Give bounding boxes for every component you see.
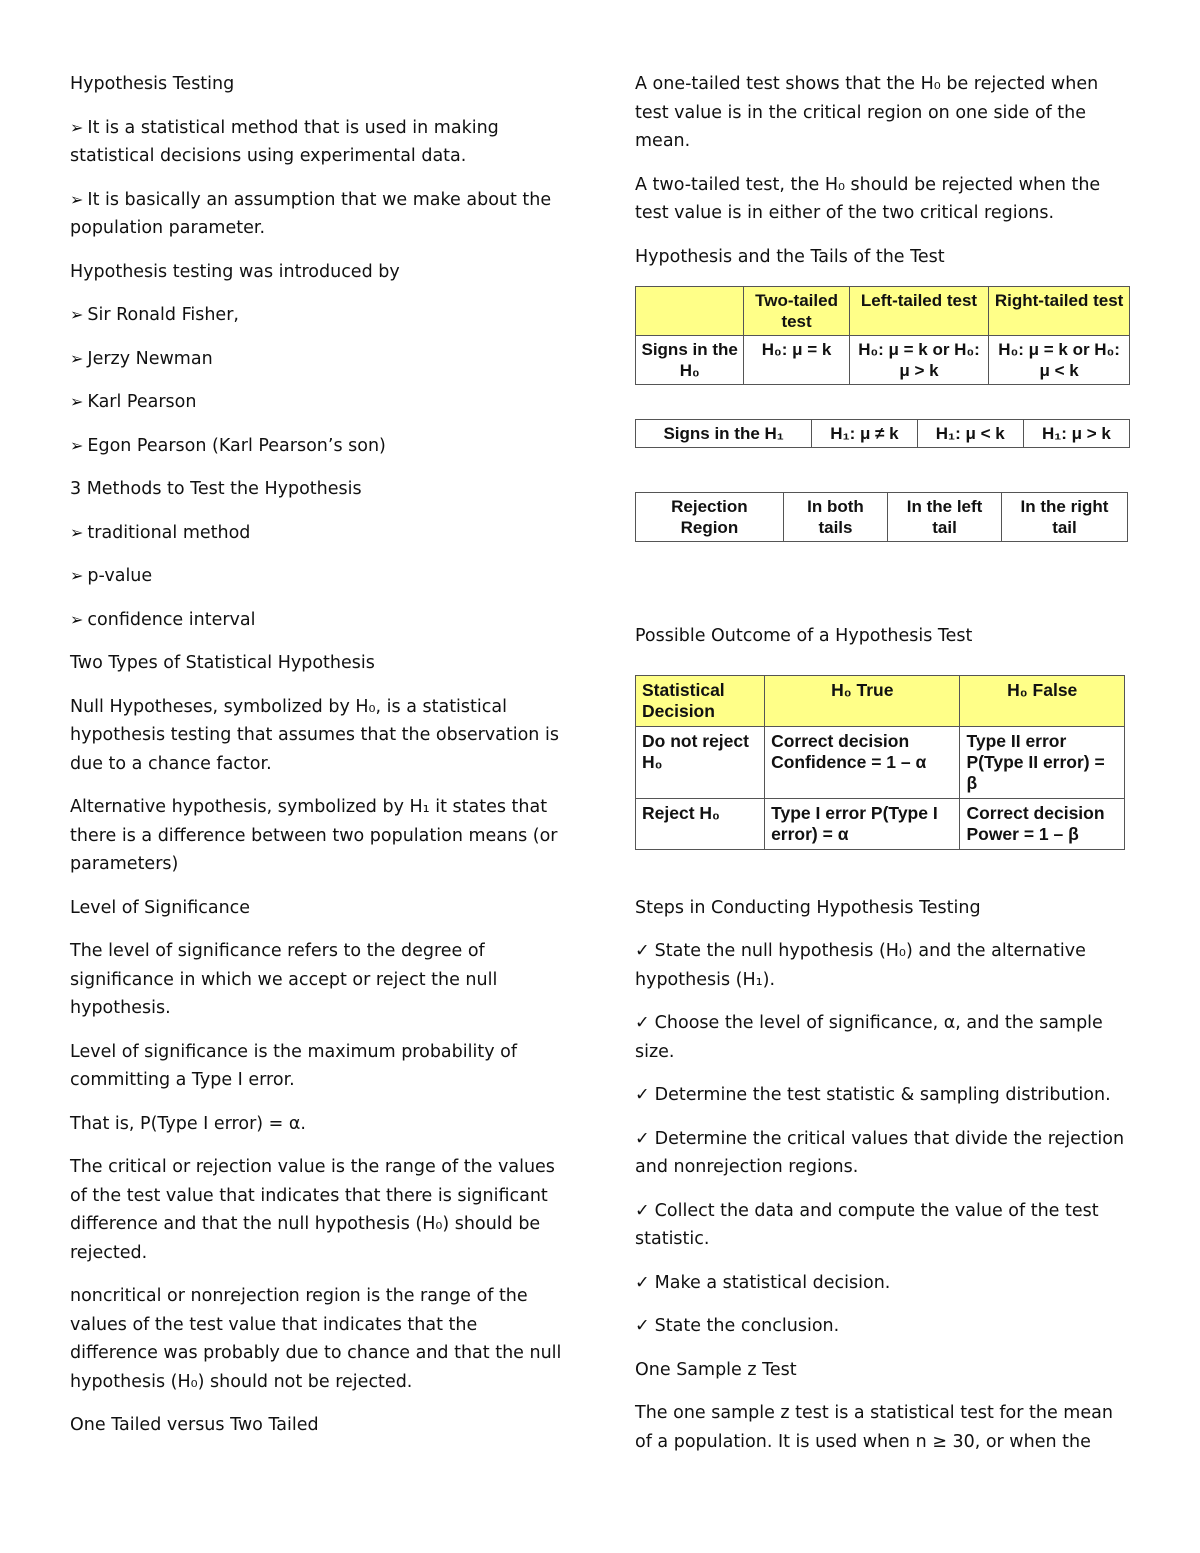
method-item: ➢ p-value [70, 566, 153, 586]
table-cell: In the left tail [888, 493, 1002, 542]
noncritical-region-paragraph: noncritical or nonrejection region is the range of the values of the test value that indicates that the difference was probably due to chance and that the null hypothesis (H₀) should not be rejected. [70, 1286, 562, 1392]
heading-methods: 3 Methods to Test the Hypothesis [70, 479, 362, 499]
check-icon: ✓ [635, 1272, 650, 1293]
step-item: ✓ Determine the critical values that divide the rejection and nonrejection regions. [635, 1128, 1125, 1177]
table-row [636, 493, 1128, 542]
check-icon: ✓ [635, 1200, 650, 1221]
table-cell: Left-tailed test [849, 287, 988, 336]
introducer-item: ➢ Sir Ronald Fisher, [70, 305, 239, 325]
step-item: ✓ Choose the level of significance, α, and the sample size. [635, 1013, 1103, 1062]
table-cell: Do not reject H₀ [636, 726, 765, 798]
tails-table-h1 [635, 419, 1130, 448]
check-icon: ✓ [635, 1316, 650, 1336]
table-cell: Rejection Region [636, 493, 784, 542]
two-tailed-paragraph: A two-tailed test, the H₀ should be rejected when the test value is in either of the two critical regions. [635, 174, 1101, 223]
heading-introduced-by: Hypothesis testing was introduced by [70, 261, 400, 282]
table-row [636, 420, 1130, 448]
table-cell: Correct decision Confidence = 1 – α [765, 726, 960, 798]
introducer-item: ➢ Egon Pearson (Karl Pearson’s son) [70, 435, 386, 456]
null-hypothesis-paragraph: Null Hypotheses, symbolized by H₀, is a statistical hypothesis testing that assumes that the observation is due to a chance factor. [70, 696, 559, 774]
table-cell: H₁: μ < k [917, 420, 1023, 448]
check-icon: ✓ [635, 1085, 650, 1105]
arrow-bullet-icon: ➢ [70, 609, 84, 629]
table-cell: H₀: μ = k or H₀: μ < k [989, 336, 1130, 385]
table-cell: Statistical Decision [636, 675, 765, 726]
tails-table-h0 [635, 286, 1130, 385]
heading-level-of-significance: Level of Significance [70, 897, 251, 918]
introducer-item: ➢ Jerzy Newman [70, 348, 213, 369]
table-cell: Type II error P(Type II error) = β [960, 726, 1125, 798]
bullet-item: ➢ It is basically an assumption that we make about the population parameter. [70, 189, 552, 238]
table-cell: H₁: μ ≠ k [812, 420, 917, 448]
table-cell: In the right tail [1001, 493, 1127, 542]
z-test-paragraph: The one sample z test is a statistical test for the mean of a population. It is used when n ≥ 30, or when the [635, 1403, 1113, 1452]
table-cell: H₀: μ = k [744, 336, 849, 385]
introducer-item: ➢ Karl Pearson [70, 392, 197, 412]
step-item: ✓ Determine the test statistic & sampling distribution. [635, 1085, 1111, 1105]
critical-region-paragraph: The critical or rejection value is the range of the values of the test value that indicates that there is significant difference and that the null hypothesis (H₀) should be rejected. [70, 1157, 555, 1263]
table-cell: H₀: μ = k or H₀: μ > k [849, 336, 988, 385]
left-column [70, 70, 570, 1455]
table-cell: H₀ False [960, 675, 1125, 726]
table-row [636, 675, 1125, 726]
check-icon: ✓ [635, 1013, 650, 1033]
arrow-bullet-icon: ➢ [70, 348, 84, 368]
table-cell: Signs in the H₀ [636, 336, 744, 385]
step-item: ✓ Make a statistical decision. [635, 1272, 891, 1293]
table-cell: Type I error P(Type I error) = α [765, 798, 960, 849]
heading-one-sample-z: One Sample z Test [635, 1359, 797, 1380]
check-icon: ✓ [635, 941, 650, 961]
heading-hypothesis-testing: Hypothesis Testing [70, 74, 235, 94]
step-item: ✓ State the conclusion. [635, 1316, 840, 1336]
arrow-bullet-icon: ➢ [70, 117, 84, 137]
table-row [636, 287, 1130, 336]
step-item: ✓ Collect the data and compute the value of the test statistic. [635, 1200, 1099, 1249]
outcome-table [635, 675, 1125, 850]
table-row [636, 726, 1125, 798]
table-cell: Correct decision Power = 1 – β [960, 798, 1125, 849]
heading-one-vs-two-tailed: One Tailed versus Two Tailed [70, 1415, 319, 1435]
step-item: ✓ State the null hypothesis (H₀) and the alternative hypothesis (H₁). [635, 941, 1086, 990]
one-tailed-paragraph: A one-tailed test shows that the H₀ be rejected when test value is in the critical region on one side of the mean. [635, 74, 1099, 151]
heading-steps: Steps in Conducting Hypothesis Testing [635, 897, 981, 918]
heading-tails-of-test: Hypothesis and the Tails of the Test [635, 246, 945, 267]
significance-paragraph: Level of significance is the maximum probability of committing a Type I error. [70, 1041, 518, 1090]
bullet-item: ➢ It is a statistical method that is used in making statistical decisions using experimental data. [70, 117, 499, 166]
arrow-bullet-icon: ➢ [70, 566, 84, 585]
table-cell: Signs in the H₁ [636, 420, 812, 448]
arrow-bullet-icon: ➢ [70, 392, 84, 411]
table-cell: In both tails [783, 493, 887, 542]
table-cell: H₁: μ > k [1023, 420, 1129, 448]
heading-two-types: Two Types of Statistical Hypothesis [70, 653, 375, 673]
arrow-bullet-icon: ➢ [70, 522, 84, 542]
method-item: ➢ traditional method [70, 522, 251, 543]
arrow-bullet-icon: ➢ [70, 435, 84, 455]
method-item: ➢ confidence interval [70, 609, 256, 630]
right-column [635, 70, 1130, 1471]
table-row [636, 336, 1130, 385]
tails-table-rejection [635, 492, 1128, 542]
table-cell: Right-tailed test [989, 287, 1130, 336]
arrow-bullet-icon: ➢ [70, 189, 84, 209]
table-row [636, 798, 1125, 849]
table-cell: Reject H₀ [636, 798, 765, 849]
table-cell: Two-tailed test [744, 287, 849, 336]
arrow-bullet-icon: ➢ [70, 305, 84, 324]
check-icon: ✓ [635, 1128, 650, 1149]
table-cell [636, 287, 744, 336]
table-cell: H₀ True [765, 675, 960, 726]
significance-formula: That is, P(Type I error) = α. [70, 1113, 306, 1134]
alternative-hypothesis-paragraph: Alternative hypothesis, symbolized by H₁ it states that there is a difference between two population means (or parameters) [70, 797, 558, 874]
heading-possible-outcome: Possible Outcome of a Hypothesis Test [635, 626, 973, 646]
significance-paragraph: The level of significance refers to the degree of significance in which we accept or reject the null hypothesis. [70, 941, 498, 1018]
